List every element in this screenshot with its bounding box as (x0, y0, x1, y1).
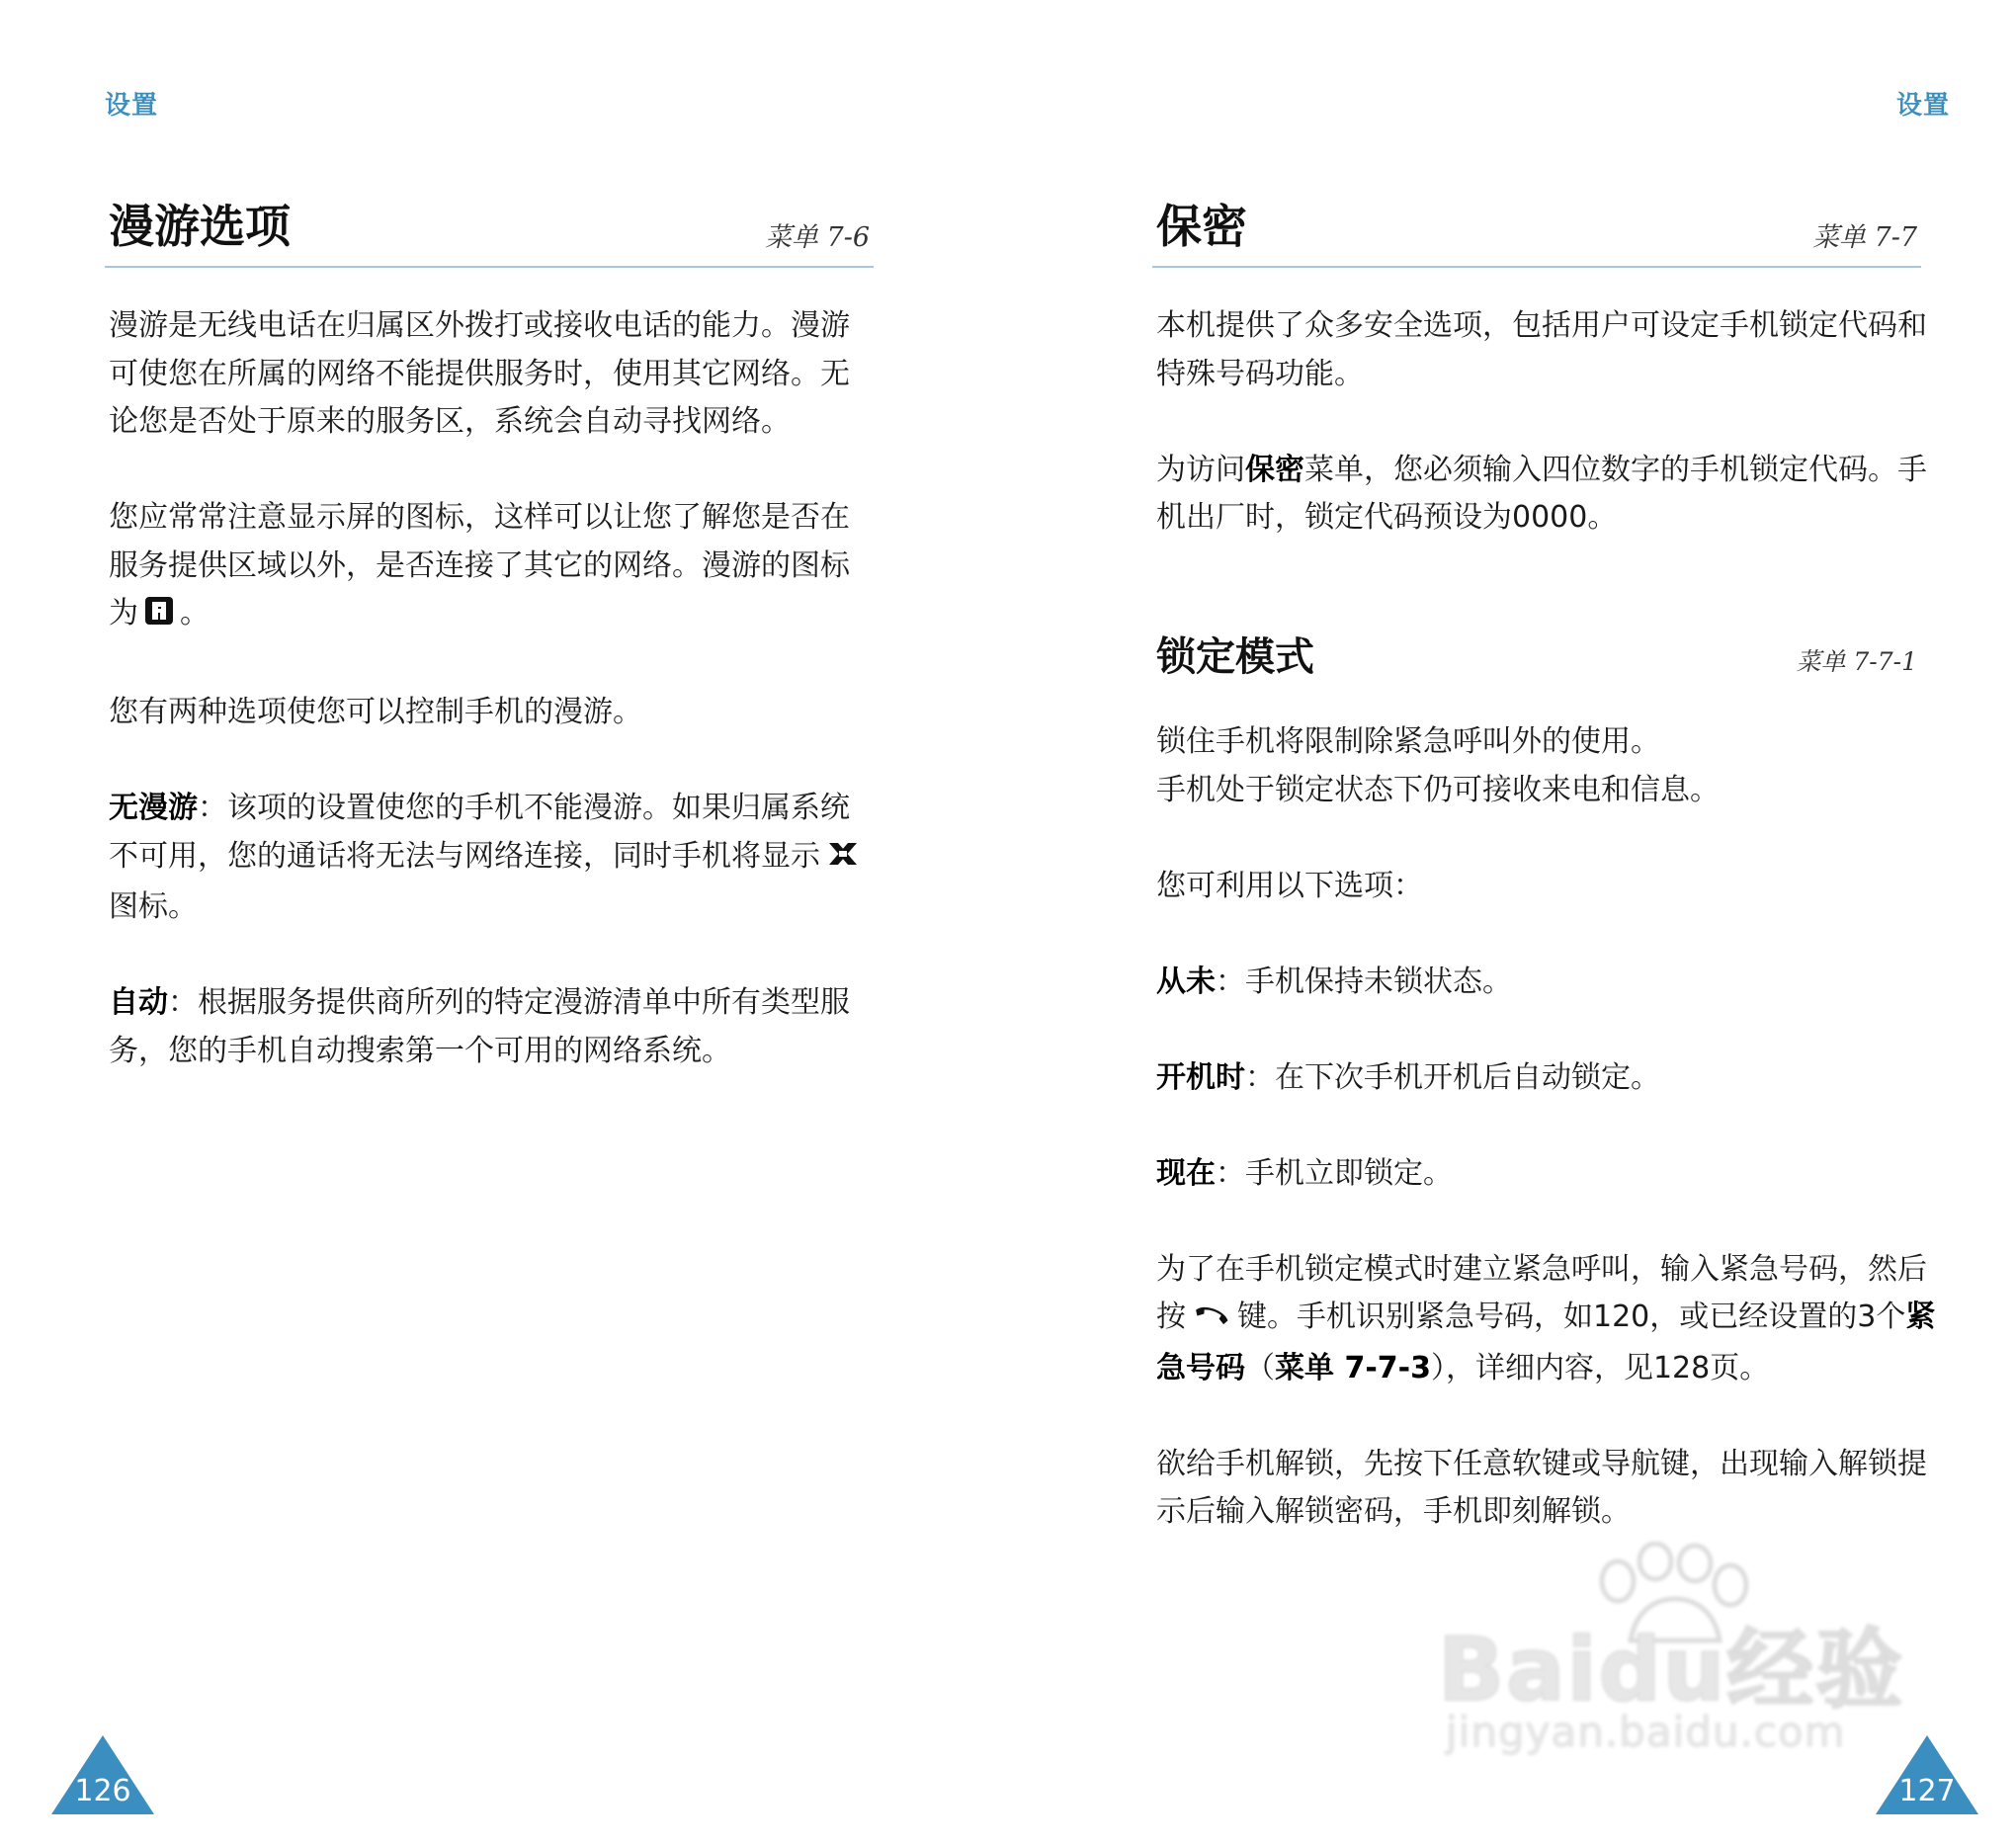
section-title: 保密 (1156, 200, 1247, 253)
option-term: 无漫游 (109, 791, 198, 825)
paragraph-text: （ (1245, 1350, 1275, 1385)
paragraph (109, 494, 870, 641)
paragraph: 您有两种选项使您可以控制手机的漫游。 (109, 695, 642, 729)
paragraph (1156, 718, 1937, 814)
page-number: 127 (1898, 1774, 1956, 1808)
paragraph-line: 手机处于锁定状态下仍可接收来电和信息。 (1156, 772, 1720, 807)
paragraph-text: 为了在手机锁定模式时建立紧急呼叫，输入紧急号码，然后按 (1156, 1251, 1927, 1334)
paragraph: 欲给手机解锁，先按下任意软键或导航键，出现输入解锁提示后输入解锁密码，手机即刻解锁。 (1156, 1446, 1927, 1529)
option-now (1156, 1150, 1937, 1199)
option-text: ：该项的设置使您的手机不能漫游。如果归属系统不可用，您的通话将无法与网络连接，同时手机将显示 (109, 791, 850, 874)
page-number: 126 (74, 1774, 131, 1808)
watermark (1438, 1542, 1912, 1756)
option-term: 从未 (1156, 964, 1216, 999)
option-term: 现在 (1156, 1155, 1216, 1191)
section-header (105, 195, 874, 268)
paragraph-text: 菜单，您必须输入四位数字的手机锁定代码。手机出厂时，锁定代码预设为0000。 (1156, 452, 1927, 535)
menu-reference: 菜单 7-7 (1811, 222, 1917, 253)
option-never (1156, 959, 1937, 1007)
subsection-header (1152, 630, 1921, 690)
paragraph: 漫游是无线电话在归属区外拨打或接收电话的能力。漫游可使您在所属的网络不能提供服务时，使用其它网络。无论您是否处于原来的服务区，系统会自动寻找网络。 (109, 308, 850, 439)
section-body (109, 302, 870, 1075)
option-no-roaming (109, 785, 870, 932)
watermark-url: jingyan.baidu.com (1446, 1708, 1846, 1756)
paragraph-text: 。 (180, 596, 210, 630)
menu-reference: 菜单 7-7-1 (1796, 647, 1917, 676)
paragraph (1156, 447, 1937, 543)
paragraph-line: 锁住手机将限制除紧急呼叫外的使用。 (1156, 724, 1660, 759)
watermark-logo: Baidu经验 (1438, 1619, 1905, 1720)
running-head: 设置 (1895, 91, 1950, 121)
paragraph-text: 键。手机识别紧急号码，如120，或已经设置的3个 (1237, 1300, 1906, 1334)
paragraph: 本机提供了众多安全选项，包括用户可设定手机锁定代码和特殊号码功能。 (1156, 308, 1927, 391)
option-text: ：手机立即锁定。 (1216, 1155, 1453, 1191)
option-auto (109, 979, 870, 1075)
send-call-key-icon (1192, 1297, 1231, 1345)
no-service-icon (826, 836, 860, 884)
option-text: ：在下次手机开机后自动锁定。 (1245, 1059, 1660, 1095)
section-title: 漫游选项 (109, 200, 291, 253)
section-intro (1156, 302, 1937, 543)
term: 紧急号码 (1156, 1300, 1936, 1385)
option-text: ：手机保持未锁状态。 (1216, 964, 1512, 999)
menu-term: 菜单 7-7-3 (1275, 1350, 1431, 1385)
section-header (1152, 195, 1921, 268)
option-text: 图标。 (109, 889, 198, 924)
roaming-r-icon (144, 593, 174, 641)
running-head: 设置 (105, 91, 159, 121)
menu-reference: 菜单 7-6 (764, 222, 870, 253)
subsection-title: 锁定模式 (1156, 634, 1314, 680)
paragraph-text: 为访问 (1156, 452, 1245, 487)
paragraph: 您可利用以下选项： (1156, 868, 1423, 903)
option-text: ：根据服务提供商所列的特定漫游清单中所有类型服务，您的手机自动搜索第一个可用的网络系统。 (109, 985, 850, 1068)
menu-term: 保密 (1245, 452, 1304, 487)
option-term: 自动 (109, 985, 168, 1020)
paragraph-text: ），详细内容，见128页。 (1430, 1350, 1770, 1385)
paragraph-text: 您应常常注意显示屏的图标，这样可以让您了解您是否在服务提供区域以外，是否连接了其它的网络。漫游的图标为 (109, 500, 850, 630)
paragraph (1156, 1246, 1937, 1393)
option-on-power-up (1156, 1054, 1937, 1103)
page-number-tab (51, 1735, 154, 1814)
option-term: 开机时 (1156, 1059, 1245, 1095)
subsection-body (1156, 718, 1937, 1537)
